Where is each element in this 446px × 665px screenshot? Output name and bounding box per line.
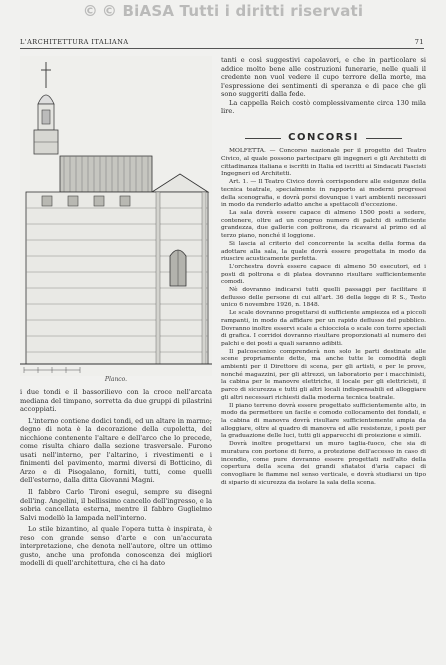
concorsi-paragraph-8: Il palcoscenico comprenderà non solo le parti destinate alle scene propriamente dette, ma anche tutte le comodità degli ambienti per il Direttore di scena, per gli artisti, e per le prove, nonché magazzini, per gli attrezzi, un laboratorio per i macchinisti, la cabina per le manovre elettriche, il locale per gli elettricisti, il parco di sicurezza e tutti gli altri locali indispensabili ed alloggiare gli altri necessari richiesti dalla moderna tecnica teatrale. <box>221 348 426 401</box>
concorsi-paragraph-4: Si lascia al criterio del concorrente la scelta della forma da adottare alla sala, la quale dovrà essere progettata in modo da riuscire acusticamente perfetta. <box>221 240 426 263</box>
right-intro-2: La cappella Reich costò complessivamente circa 130 mila lire. <box>221 98 426 116</box>
running-title: L'ARCHITETTURA ITALIANA <box>20 38 129 46</box>
concorsi-paragraph-7: Le scale dovranno progettarsi di sufficiente ampiezza ed a piccoli rampanti, in modo da affidare per un rapido deflusso del pubblico. Dovranno inoltre esservi scale a chiocciola o scale con torre speciali di grafica. I corridoi dovranno risultare proporzionati al numero dei palchi e dei posti a quali saranno adibiti. <box>221 310 426 347</box>
watermark-text: © BiASA Tutti i diritti riservati <box>101 2 364 20</box>
copyright-icon: © <box>82 2 98 20</box>
concorsi-paragraph-5: L'orchestra dovrà essere capace di almeno 50 esecutori, ed i posti di poltrona e di platea dovranno risultare sufficientemente comodi. <box>221 263 426 286</box>
figure-caption: Planco. <box>104 376 128 383</box>
left-paragraph-2: L'interno contiene dodici tondi, ed un altare in marmo; degno di nota è la decorazione della cupoletta, del nicchione contenente l'altare e dell'arco che lo precede, come risulta chiaro dalla sezione trasversale. Furono usati nell'interno, per l'altarino, i rivestimenti e i finimenti del pavimento, marmi diversi di Botticino, di Arzo e di Pisogalano, forniti, tutti, come quelli dell'esterno, dalla ditta Giovanni Magni. <box>20 416 212 485</box>
left-column <box>20 388 212 568</box>
chapel-elevation-drawing <box>20 56 212 376</box>
concorsi-paragraph-9: Il piano terreno dovrà essere progettato sufficientemente alto, in modo da permettere un facile e comodo collocamento dei fondali, e la cabina di manovra dovrà risultare sufficientemente ampia da alloggiare, oltre al quadro di manovra ed alle resistenze, i posti per la graduazione delle luci, tutti gli apparecchi di proiezione e simili. <box>221 402 426 440</box>
section-title-concorsi: CONCORSI <box>221 134 426 143</box>
left-paragraph-3: Il fabbro Carlo Tironi eseguì, sempre su disegni dell'ing. Angelini, il bellissimo cancello dell'ingresso, e la sobria cancellata esterna, mentre il fabbro Guglielmo Salvi modellò la lampada nell'interno. <box>20 488 212 522</box>
page-number: 71 <box>414 38 424 46</box>
concorsi-paragraph-1: MOLFETTA. — Concorso nazionale per il progetto del Teatro Civico, al quale possono partecipare gli ingegneri e gli Architetti di cittadinanza italiana e iscritti in Italia ed iscritti ai Sindacati Fascisti Ingegneri ed Architetti. <box>221 148 426 178</box>
concorsi-paragraph-6: Nè dovranno indicarsi tutti quelli passaggi per facilitare il deflusso delle persone di cui all'art. 36 della legge di P. S., Testo unico 6 novembre 1926, n. 1848. <box>221 287 426 309</box>
watermark <box>0 2 446 20</box>
right-column <box>221 56 426 487</box>
left-paragraph-1: i due tondi e il bassorilievo con la croce nell'arcata mediana del timpano, sorretta da due gruppi di pilastrini accoppiati. <box>20 388 212 414</box>
left-paragraph-4: Lo stile bizantino, al quale l'opera tutta è inspirata, è reso con grande senso d'arte e con un'accurata interpretazione, che denota nell'autore, oltre un ottimo gusto, anche una profonda conoscenza dei migliori modelli di quell'architettura, che ci ha dato <box>20 525 212 568</box>
concorsi-paragraph-3: La sala dovrà essere capace di almeno 1500 posti a sedere, contenere, oltre ad un congruo numero di palchi di sufficiente grandezza, due gallerie con poltrone, da ricavarsi al primo ed al terzo piano, nonché il loggione. <box>221 210 426 240</box>
concorsi-body <box>221 148 426 487</box>
concorsi-paragraph-10: Dovrà inoltre progettarsi un muro taglia-fuoco, che sia di muratura con portone di ferro, a protezione dell'accesso in caso di incendio, come pure dovranno essere progettati nell'alto della copertura della scena dei grandi sfiatatoi d'aria capaci di convogliare le fiamme nel senso verticale, e dovrà studiarsi un tipo di sipario di sicurezza da isolare la sala della scena. <box>221 441 426 486</box>
right-intro: tanti e così suggestivi capolavori, e che in particolare si addice molto bene alle costruzioni funerarie, nelle quali il credente non vuol vedere il cupo terrore della morte, ma l'espressione dei sentimenti di speranza e di pace che gli sono suggeriti dalla fede. <box>221 56 426 99</box>
concorsi-paragraph-2: Art. 1. — Il Teatro Civico dovrà corrispondere alle esigenze della tecnica teatrale, specialmente in rapporto ai moderni progressi della scenografia, e dovrà porsi dovunque i vari ambienti necessari in modo da renderlo adatto anche a spettacoli d'eccezione. <box>221 179 426 209</box>
running-header <box>20 38 424 49</box>
